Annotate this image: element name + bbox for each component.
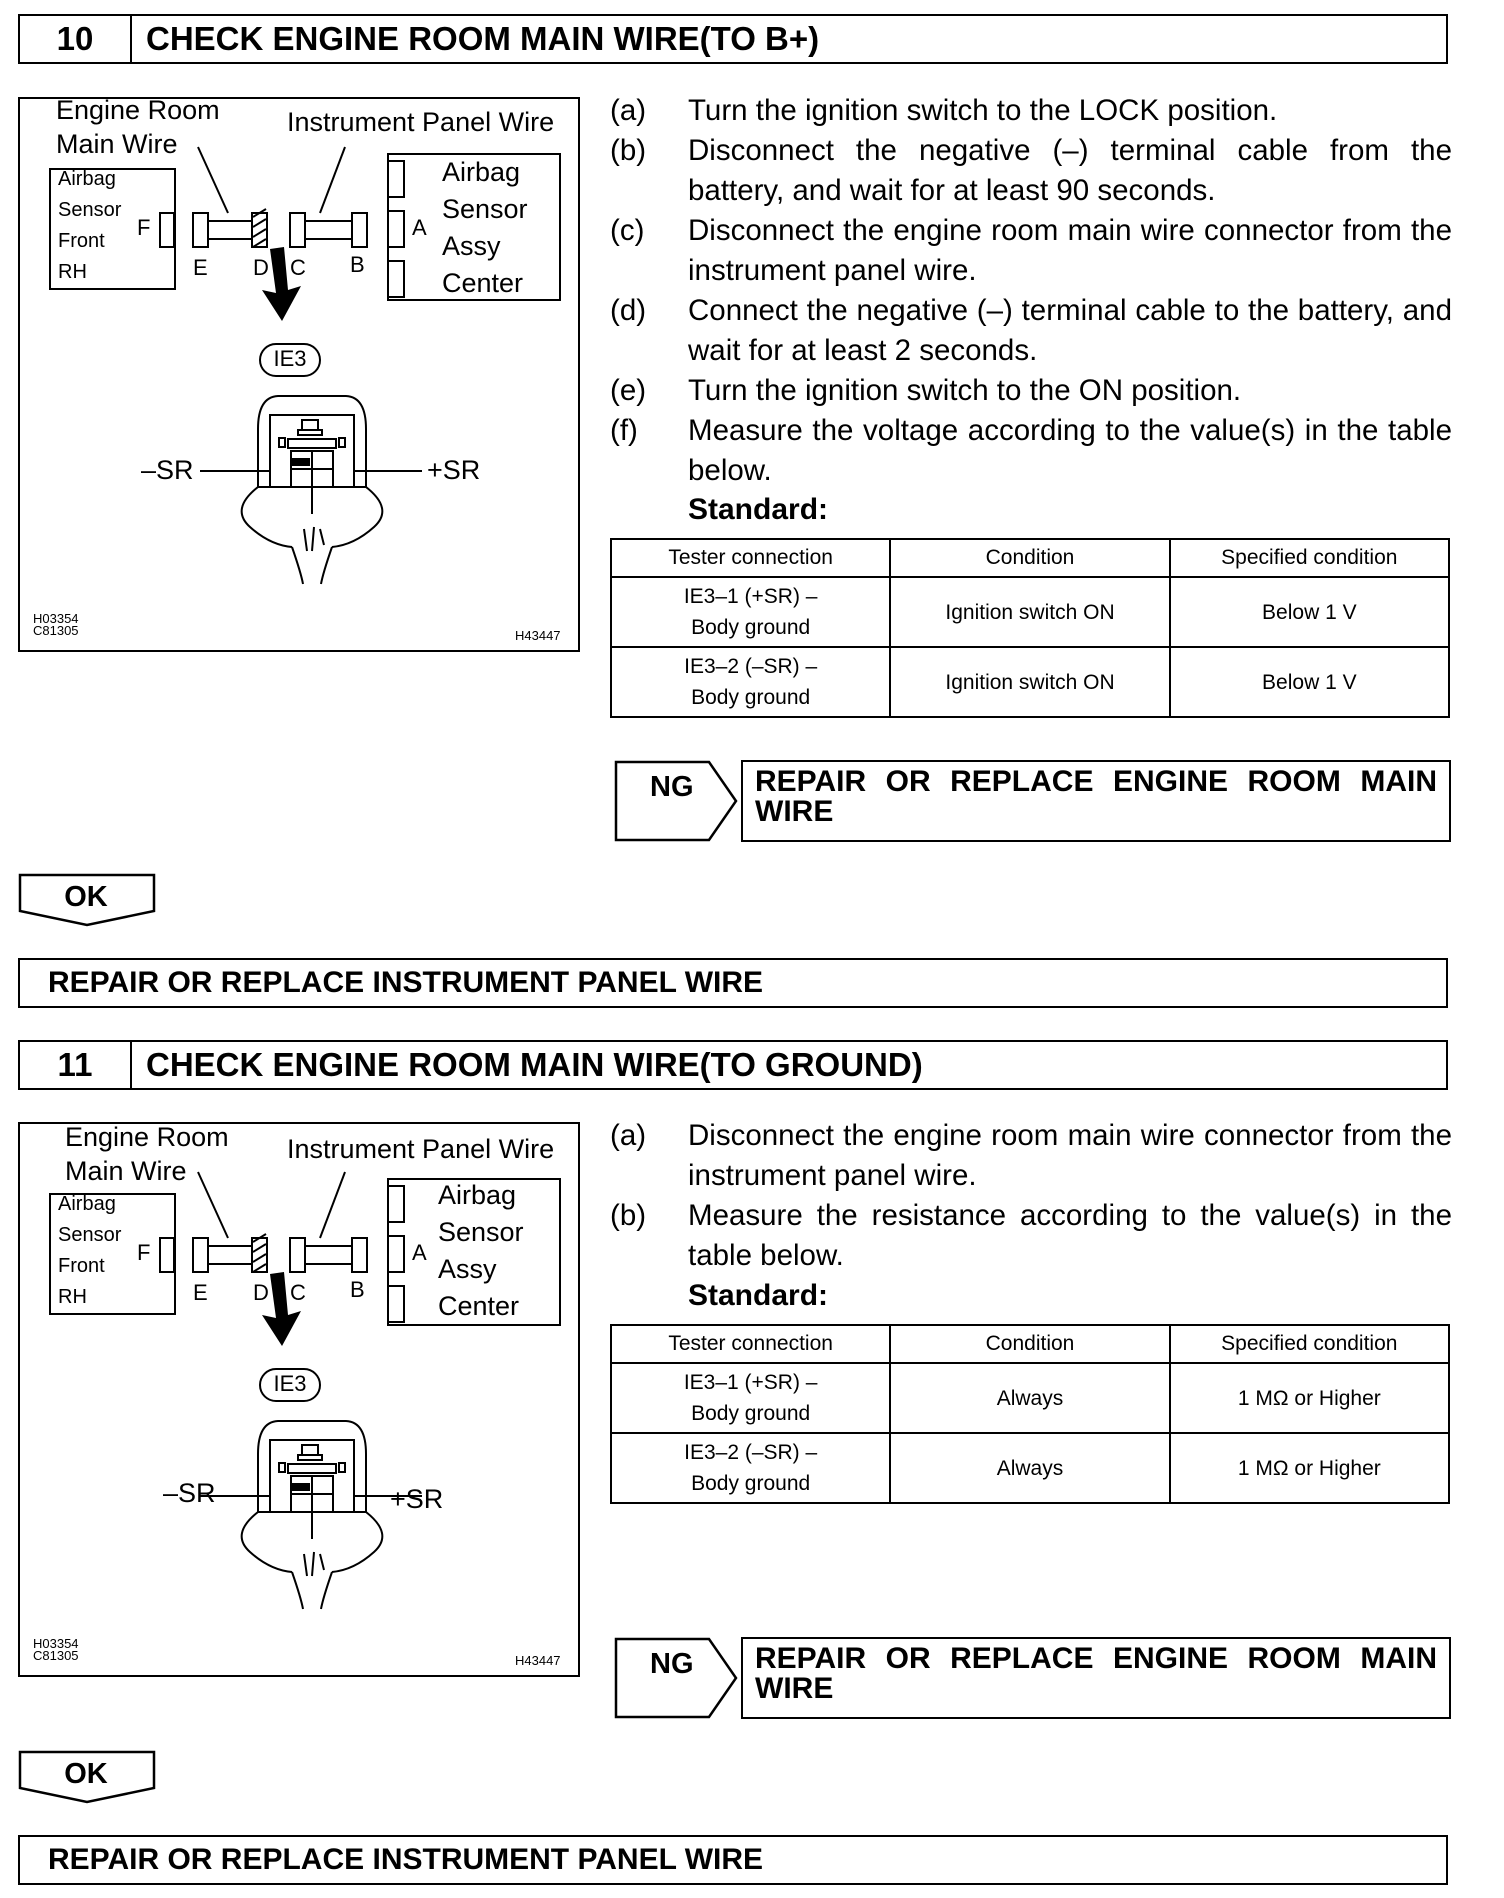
table-cell: IE3–2 (–SR) – Body ground bbox=[611, 1433, 890, 1503]
connector-letter: E bbox=[193, 255, 208, 280]
instruction-item: (e) Turn the ignition switch to the ON position. bbox=[610, 374, 1242, 407]
airbag-sensor-assy-center-label: Airbag bbox=[438, 1180, 517, 1210]
table-row bbox=[611, 577, 1449, 647]
instruction-item: (a) Turn the ignition switch to the LOCK position. bbox=[610, 94, 1278, 127]
table-cell: Below 1 V bbox=[1170, 577, 1449, 647]
engine-room-main-wire-label: Engine Room bbox=[56, 97, 220, 125]
airbag-sensor-front-rh-label: Airbag bbox=[58, 1193, 116, 1215]
connector-letter: C bbox=[290, 255, 306, 280]
ng-branch-tag bbox=[614, 760, 738, 842]
airbag-sensor-assy-center-label: Airbag bbox=[442, 157, 521, 187]
column-header: Specified condition bbox=[1170, 539, 1449, 577]
connector-letter: C bbox=[290, 1280, 306, 1305]
spec-table bbox=[610, 538, 1450, 718]
airbag-sensor-front-rh-label: RH bbox=[58, 1286, 87, 1308]
ng-action-text: REPAIR OR REPLACE ENGINE ROOM MAIN bbox=[755, 1642, 1437, 1675]
connector-letter: A bbox=[412, 215, 427, 240]
wiring-diagram bbox=[18, 97, 580, 652]
column-header: Tester connection bbox=[611, 1325, 890, 1363]
airbag-sensor-front-rh-label: Sensor bbox=[58, 1224, 122, 1246]
table-cell: Ignition switch ON bbox=[890, 647, 1169, 717]
figure-code: H03354 bbox=[33, 611, 79, 626]
table-header-row bbox=[611, 1325, 1449, 1363]
table-cell: IE3–1 (+SR) – Body ground bbox=[611, 1363, 890, 1433]
ok-branch-tag bbox=[18, 1750, 158, 1804]
table-cell: Always bbox=[890, 1363, 1169, 1433]
plus-sr-terminal-label: +SR bbox=[427, 455, 481, 485]
ok-action-box: REPAIR OR REPLACE INSTRUMENT PANEL WIRE bbox=[18, 958, 1448, 1008]
spec-table bbox=[610, 1324, 1450, 1504]
wiring-diagram bbox=[18, 1122, 580, 1677]
standard-label: Standard: bbox=[688, 1279, 829, 1312]
standard-label: Standard: bbox=[688, 493, 829, 526]
table-cell: Ignition switch ON bbox=[890, 577, 1169, 647]
step-title: CHECK ENGINE ROOM MAIN WIRE(TO GROUND) bbox=[146, 1046, 923, 1083]
connector-letter: D bbox=[253, 1280, 269, 1305]
ng-action-text: REPAIR OR REPLACE ENGINE ROOM MAIN bbox=[755, 765, 1437, 798]
figure-code: H03354 bbox=[33, 1636, 79, 1651]
step-number: 10 bbox=[20, 16, 132, 62]
minus-sr-terminal-label: –SR bbox=[163, 1478, 216, 1508]
figure-code: C81305 bbox=[33, 623, 79, 638]
airbag-sensor-assy-center-label: Sensor bbox=[442, 194, 528, 224]
ok-label: OK bbox=[64, 1758, 108, 1790]
ng-label: NG bbox=[650, 771, 694, 803]
connector-letter: B bbox=[350, 1277, 365, 1302]
figure-code: H43447 bbox=[515, 628, 561, 643]
ng-action-text: WIRE bbox=[755, 795, 834, 828]
step-number: 11 bbox=[20, 1042, 132, 1088]
ng-branch-tag bbox=[614, 1637, 738, 1719]
instruction-list bbox=[610, 1116, 1452, 1276]
table-row bbox=[611, 1363, 1449, 1433]
ok-branch-tag bbox=[18, 873, 158, 927]
table-cell: Always bbox=[890, 1433, 1169, 1503]
connector-id-label: IE3 bbox=[273, 1371, 307, 1396]
ng-label: NG bbox=[650, 1648, 694, 1680]
ng-action-box bbox=[741, 760, 1451, 842]
instruction-item: (b) Disconnect the negative (–) terminal cable from the battery, and wait for at least 90 seconds. bbox=[610, 134, 1452, 207]
table-cell: Below 1 V bbox=[1170, 647, 1449, 717]
instruction-item: (a) Disconnect the engine room main wire connector from the instrument panel wire. bbox=[610, 1119, 1452, 1192]
connector-letter: E bbox=[193, 1280, 208, 1305]
airbag-sensor-front-rh-label: Front bbox=[58, 1255, 105, 1277]
plus-sr-terminal-label: +SR bbox=[390, 1484, 444, 1514]
column-header: Condition bbox=[890, 1325, 1169, 1363]
ok-action-box: REPAIR OR REPLACE INSTRUMENT PANEL WIRE bbox=[18, 1835, 1448, 1885]
connector-letter: B bbox=[350, 252, 365, 277]
table-header-row bbox=[611, 539, 1449, 577]
instruction-item: (f) Measure the voltage according to the value(s) in the table below. bbox=[610, 414, 1452, 487]
airbag-sensor-assy-center-label: Assy bbox=[438, 1254, 497, 1284]
step-title: CHECK ENGINE ROOM MAIN WIRE(TO B+) bbox=[146, 20, 820, 57]
table-row bbox=[611, 647, 1449, 717]
table-cell: IE3–1 (+SR) – Body ground bbox=[611, 577, 890, 647]
connector-letter: D bbox=[253, 255, 269, 280]
step-header bbox=[18, 14, 1448, 64]
airbag-sensor-assy-center-label: Center bbox=[442, 268, 524, 298]
instruction-item: (b) Measure the resistance according to the value(s) in the table below. bbox=[610, 1199, 1452, 1272]
step-header bbox=[18, 1040, 1448, 1090]
airbag-sensor-assy-center-label: Sensor bbox=[438, 1217, 524, 1247]
airbag-sensor-front-rh-label: Airbag bbox=[58, 168, 116, 190]
engine-room-main-wire-label: Main Wire bbox=[56, 129, 178, 159]
connector-letter: F bbox=[137, 215, 151, 240]
instruction-list bbox=[610, 91, 1452, 491]
column-header: Condition bbox=[890, 539, 1169, 577]
figure-code: C81305 bbox=[33, 1648, 79, 1663]
column-header: Tester connection bbox=[611, 539, 890, 577]
table-cell: 1 MΩ or Higher bbox=[1170, 1363, 1449, 1433]
table-cell: 1 MΩ or Higher bbox=[1170, 1433, 1449, 1503]
connector-letter: A bbox=[412, 1240, 427, 1265]
ok-label: OK bbox=[64, 881, 108, 913]
table-cell: IE3–2 (–SR) – Body ground bbox=[611, 647, 890, 717]
engine-room-main-wire-label: Engine Room bbox=[65, 1122, 229, 1152]
instrument-panel-wire-label: Instrument Panel Wire bbox=[287, 1134, 555, 1164]
instrument-panel-wire-label: Instrument Panel Wire bbox=[287, 107, 555, 137]
ng-action-text: WIRE bbox=[755, 1672, 834, 1705]
airbag-sensor-front-rh-label: Front bbox=[58, 230, 105, 252]
airbag-sensor-front-rh-label: Sensor bbox=[58, 199, 122, 221]
airbag-sensor-front-rh-label: RH bbox=[58, 261, 87, 283]
minus-sr-terminal-label: –SR bbox=[141, 455, 194, 485]
table-row bbox=[611, 1433, 1449, 1503]
airbag-sensor-assy-center-label: Center bbox=[438, 1291, 520, 1321]
connector-letter: F bbox=[137, 1240, 151, 1265]
airbag-sensor-assy-center-label: Assy bbox=[442, 231, 501, 261]
instruction-item: (d) Connect the negative (–) terminal cable to the battery, and wait for at least 2 seconds. bbox=[610, 294, 1452, 367]
figure-code: H43447 bbox=[515, 1653, 561, 1668]
engine-room-main-wire-label: Main Wire bbox=[65, 1156, 187, 1186]
instruction-item: (c) Disconnect the engine room main wire connector from the instrument panel wire. bbox=[610, 214, 1452, 287]
connector-id-label: IE3 bbox=[273, 346, 307, 371]
column-header: Specified condition bbox=[1170, 1325, 1449, 1363]
ng-action-box bbox=[741, 1637, 1451, 1719]
